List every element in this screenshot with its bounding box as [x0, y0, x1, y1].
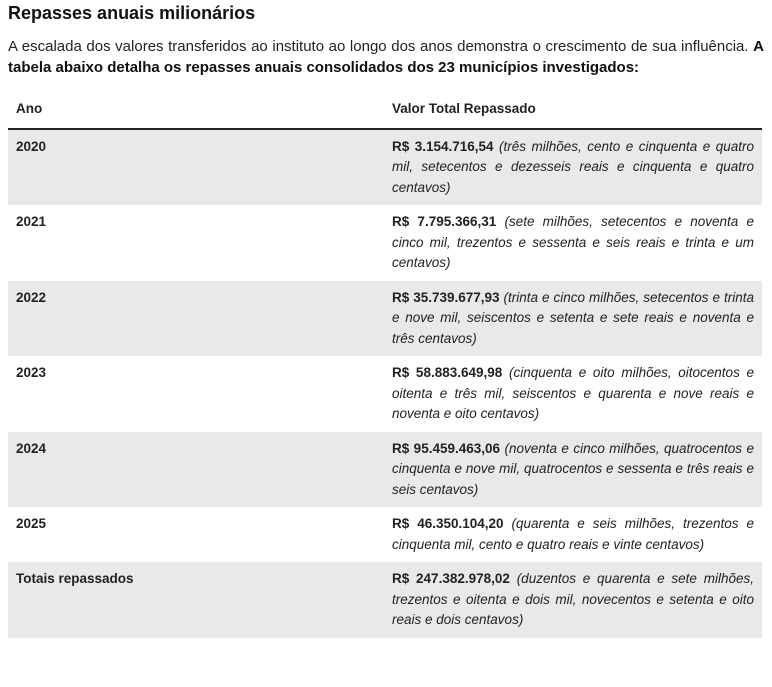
row-value: [384, 129, 762, 206]
section-heading: Repasses anuais milionários: [8, 3, 256, 23]
row-value: [384, 205, 762, 281]
row-year: 2020: [8, 129, 384, 206]
row-amount-words: (duzentos e quarenta e sete milhões, trezentos e oitenta e dois mil, novecentos e setenta e oito reais e dois centavos): [392, 571, 754, 627]
table-header-row: [8, 90, 762, 129]
row-amount: R$ 3.154.716,54: [392, 138, 494, 154]
table-row: [8, 205, 762, 281]
row-amount-words: (trinta e cinco milhões, setecentos e trinta e nove mil, seiscentos e setenta e sete reais e noventa e três centavos): [392, 289, 754, 346]
table-row: [8, 281, 762, 357]
intro-bold-text: A tabela abaixo detalha os repasses anuais consolidados dos 23 municípios investigados:: [8, 38, 764, 76]
table-row: [8, 432, 762, 508]
row-amount-words: (três milhões, cento e cinquenta e quatro mil, setecentos e dezesseis reais e cinquenta e quatro centavos): [392, 138, 754, 195]
row-year: 2022: [8, 281, 384, 357]
row-year: 2024: [8, 432, 384, 508]
transfers-table: [8, 90, 762, 638]
intro-paragraph: [8, 36, 764, 78]
row-value: [384, 507, 762, 562]
row-amount: R$ 58.883.649,98: [392, 365, 503, 380]
row-value: [384, 356, 762, 432]
row-amount-words: (quarenta e seis milhões, trezentos e cinquenta mil, cento e quatro reais e vinte centavos): [392, 516, 754, 552]
row-year: 2021: [16, 214, 47, 229]
row-value: [384, 281, 762, 357]
table-row: [8, 129, 762, 206]
table-row-total: [8, 562, 762, 638]
row-amount: R$ 247.382.978,02: [392, 571, 510, 586]
table-row: [8, 356, 762, 432]
header-year: Ano: [8, 90, 384, 129]
row-amount: R$ 35.739.677,93: [392, 289, 500, 305]
row-year: 2023: [16, 365, 47, 380]
row-amount-words: (noventa e cinco milhões, quatrocentos e cinquenta e nove mil, quatrocentos e sessenta e três reais e seis centavos): [392, 440, 754, 497]
table-row: [8, 507, 762, 562]
row-amount: R$ 7.795.366,31: [392, 214, 497, 229]
row-year: 2025: [16, 516, 47, 531]
row-value: [384, 432, 762, 508]
row-amount: R$ 95.459.463,06: [392, 440, 501, 456]
header-amount: Valor Total Repassado: [384, 90, 762, 129]
intro-text: A escalada dos valores transferidos ao instituto ao longo dos anos demonstra o crescimento de sua influência.: [8, 38, 754, 55]
row-year: Totais repassados: [8, 562, 384, 638]
row-amount-words: (cinquenta e oito milhões, oitocentos e oitenta e três mil, seiscentos e quarenta e nove reais e noventa e oito centavos): [392, 365, 755, 421]
row-amount: R$ 46.350.104,20: [392, 516, 504, 531]
row-amount-words: (sete milhões, setecentos e noventa e cinco mil, trezentos e sessenta e seis reais e trinta e um centavos): [392, 214, 754, 270]
row-value: [384, 562, 762, 638]
